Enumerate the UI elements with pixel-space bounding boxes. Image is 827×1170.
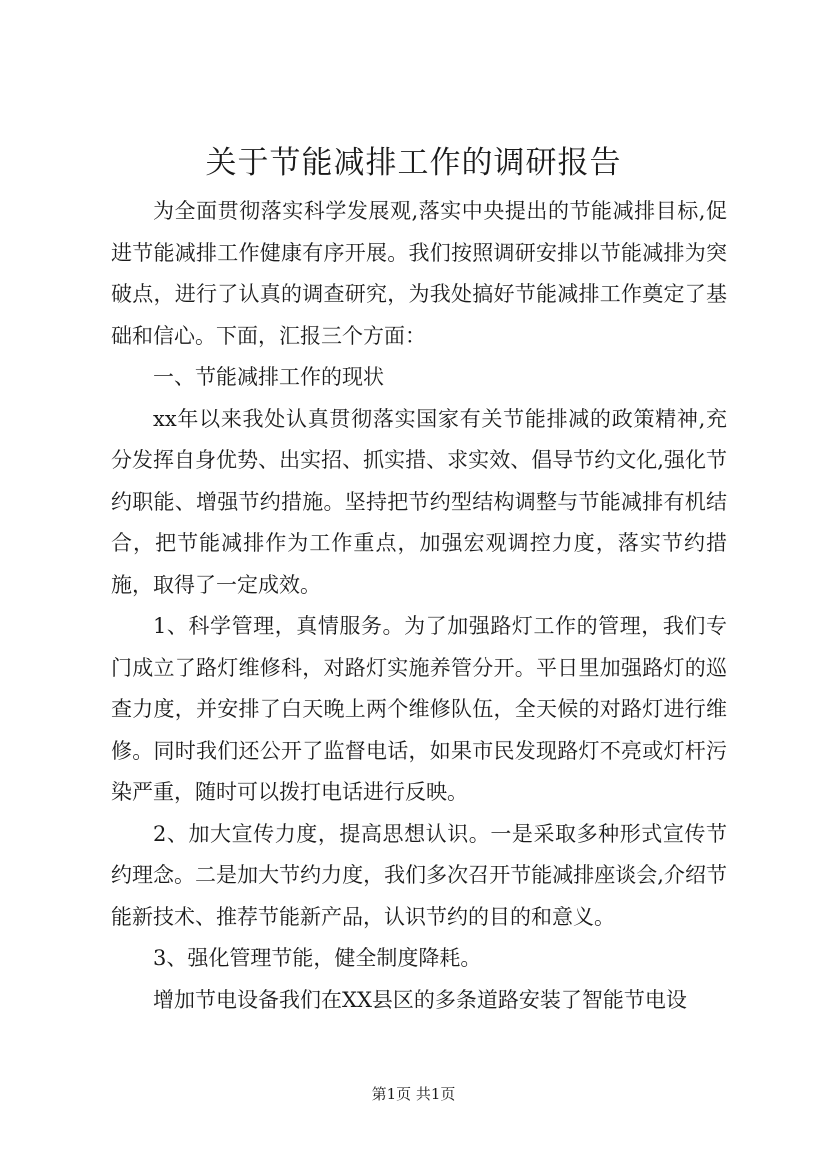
document-body: [111, 191, 727, 1021]
paragraph-item-3: 3、强化管理节能，健全制度降耗。: [153, 946, 482, 970]
page-number: 第1页 共1页: [371, 1085, 456, 1103]
paragraph-intro: 为全面贯彻落实科学发展观,落实中央提出的节能减排目标,促进节能减排工作健康有序开展。我们按照调研安排以节能减排为突破点，进行了认真的调查研究，为我处搞好节能减排工作奠定了基础和信心。下面，汇报三个方面：: [111, 199, 727, 348]
section-heading-status: 一、节能减排工作的现状: [153, 365, 384, 389]
document-title: 关于节能减排工作的调研报告: [205, 145, 622, 181]
paragraph-equipment: 增加节电设备我们在XX县区的多条道路安装了智能节电设: [153, 987, 687, 1012]
paragraph-item-1: 1、科学管理，真情服务。为了加强路灯工作的管理，我们专门成立了路灯维修科，对路灯实施养管分开。平日里加强路灯的巡查力度，并安排了白天晚上两个维修队伍，全天候的对路灯进行维修。同时我们还公开了监督电话，如果市民发现路灯不亮或灯杆污染严重，随时可以拨打电话进行反映。: [111, 614, 727, 804]
paragraph-item-2: 2、加大宣传力度，提高思想认识。一是采取多种形式宣传节约理念。二是加大节约力度，我们多次召开节能减排座谈会,介绍节能新技术、推荐节能新产品，认识节约的目的和意义。: [111, 821, 727, 929]
paragraph-status: xx年以来我处认真贯彻落实国家有关节能排减的政策精神,充分发挥自身优势、出实招、抓实措、求实效、倡导节约文化,强化节约职能、增强节约措施。坚持把节约型结构调整与节能减排有机结合，把节能减排作为工作重点，加强宏观调控力度，落实节约措施，取得了一定成效。: [111, 406, 727, 597]
